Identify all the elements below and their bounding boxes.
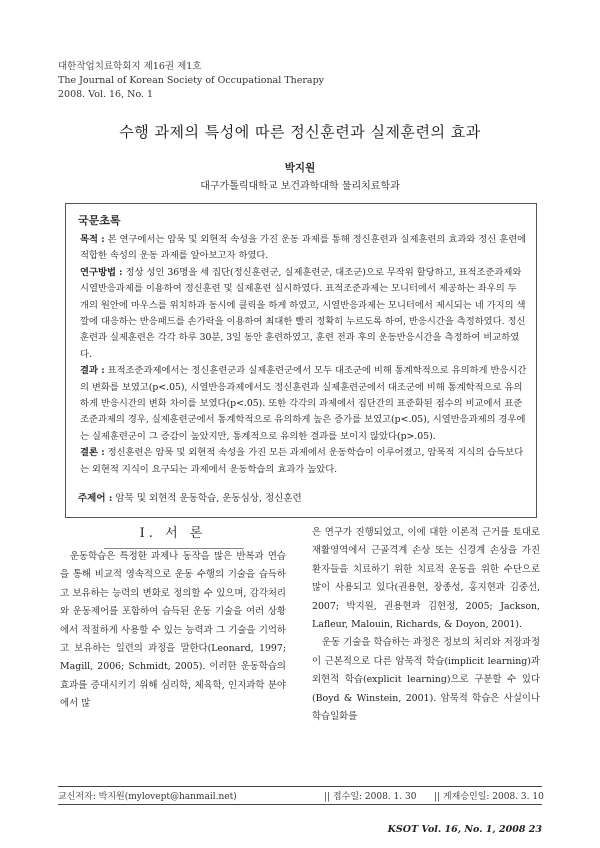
abstract-heading: 국문초록: [78, 214, 121, 227]
section-title-underline: [104, 548, 244, 549]
left-column: [60, 524, 286, 714]
abstract-body: [78, 232, 528, 478]
paper-title: 수행 과제의 특성에 따른 정신훈련과 실제훈련의 효과: [119, 123, 481, 141]
right-column: [312, 524, 540, 726]
journal-english-title: The Journal of Korean Society of Occupational Therapy: [58, 75, 325, 86]
abstract-conclusion: 결론 : 정신훈련은 암묵 및 외현적 속성을 가진 모든 과제에서 운동학습이 이루어졌고, 암묵적 지식의 습득보다는 외현적 지식이 요구되는 과제에서 운동학습의 효과가 높았다.: [80, 447, 524, 475]
intro-paragraph-2: 운동 기술을 학습하는 과정은 정보의 처리와 저장과정이 근본적으로 다른 암묵적 학습(implicit learning)과 외현적 학습(explicit learning)으로 구분할 수 있다(Boyd & Winstein, 2001). 암묵적 학습은 사실이나 학습일화를: [312, 637, 540, 723]
footer-rule-top: [58, 786, 542, 787]
journal-header: [58, 60, 324, 102]
abstract-purpose: 목적 : 본 연구에서는 암묵 및 외현적 속성을 가진 운동 과제를 통해 정신훈련과 실제훈련의 효과와 정신 훈련에 적합한 속성의 운동 과제를 알아보고자 하였다.: [80, 234, 527, 262]
intro-paragraph-1: 운동학습은 특정한 과제나 동작을 많은 반복과 연습을 통해 비교적 영속적으로 운동 수행의 기술을 습득하고 보유하는 능력의 변화로 정의할 수 있으며, 감각처리와 운동제어를 포함하여 습득된 운동 기술을 여러 상황에서 적절하게 사용할 수 있는 능력과 그 기술을 기억하고 보유하는 일련의 과정을 말한다(Leonard, 1997; Magill, 2006; Schmidt, 2005). 이러한 운동학습의 효과를 증대시키기 위해 심리학, 체육학, 인지과학 분야에서 많: [60, 551, 286, 710]
abstract-keywords: 주제어 : 암묵 및 외현적 운동학습, 운동심상, 정신훈련: [78, 493, 302, 504]
author-affiliation: 대구가톨릭대학교 보건과학대학 물리치료학과: [200, 181, 400, 192]
abstract-box: [65, 203, 537, 518]
abstract-method: 연구방법 : 정상 성인 36명을 세 집단(정신훈련군, 실제훈련군, 대조군)으로 무작위 할당하고, 표적조준과제와 시열반응과제를 이용하여 정신훈련 및 실제훈련 실시하였다. 표적조준과제는 모니터에서 제공하는 좌우의 두 개의 원안에 마우스를 위치하과 동시에 클릭을 하게 하였고, 시열반응과제는 모니터에서 제시되는 네 가지의 색깔에 대응하는 반응패드를 손가락을 이용하여 최대한 빨리 정확히 누르도록 하여, 반응시간을 측정하였다. 정신훈련과 실제훈련은 각각 하루 30분, 3일 동안 훈련하였고, 훈련 전과 후의 운동반응시간을 측정하여 비교하였다.: [80, 266, 526, 360]
corresponding-author: 교신저자: 박지원(mylovept@hanmail.net): [58, 792, 237, 802]
journal-volume: 2008. Vol. 16, No. 1: [58, 89, 154, 100]
page-footer: KSOT Vol. 16, No. 1, 2008 23: [387, 824, 542, 835]
intro-paragraph-1-continued: 은 연구가 진행되었고, 이에 대한 이론적 근거를 토대로 재활영역에서 근골격계 손상 또는 신경계 손상을 가진 환자들을 치료하기 위한 치료적 운동을 위한 수단으로 많이 사용되고 있다(권용현, 장종성, 홍지현과 김중선, 2007; 박지원, 권용현과 김현정, 2005; Jackson, Lafleur, Malouin, Richards, & Doyon, 2001).: [312, 527, 540, 631]
abstract-result: 결과 : 표적조준과제에서는 정신훈련군과 실제훈련군에서 모두 대조군에 비해 통계학적으로 유의하게 반응시간의 변화를 보였고(p<.05), 시열반응과제에서도 정신훈련과 실제훈련군에서 대조군에 비해 통계학적으로 유의하게 반응시간의 변화 차이를 보였다(p<.05). 또한 각각의 과제에서 집단간의 표준화된 점수의 비교에서 표준조준과제의 경우, 실제훈련군에서 통계학적으로 유의하게 높은 증가를 보였고(p<.05), 시열반응과제의 경우에는 실제훈련군이 그 증감이 높았지만, 통계적으로 유의한 결과를 보이지 않았다(p>.05).: [80, 365, 527, 442]
section-title-introduction: Ⅰ. 서 론: [139, 526, 207, 541]
author-name: 박지원: [284, 162, 316, 174]
journal-korean-title: 대한작업치료학회지 제16권 제1호: [58, 61, 202, 72]
accepted-date: || 게재승인일: 2008. 3. 10: [434, 792, 544, 802]
footer-rule-bottom: [58, 804, 542, 805]
received-date: || 접수일: 2008. 1. 30: [324, 792, 417, 802]
